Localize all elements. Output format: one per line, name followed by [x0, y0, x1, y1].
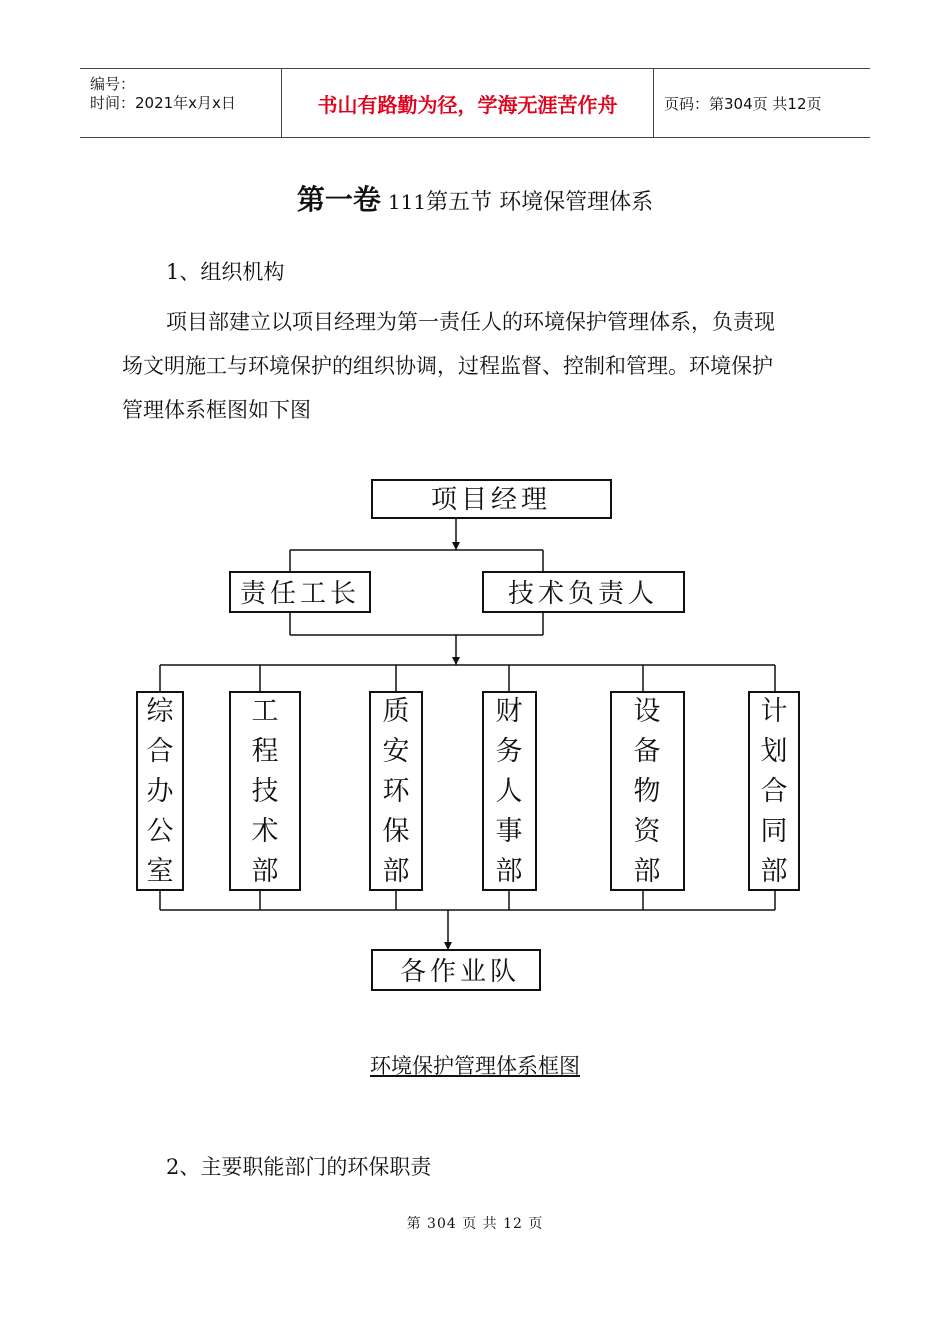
arrow-down-2 [452, 657, 460, 665]
dept-3-char: 环 [382, 776, 410, 807]
section-title [0, 178, 950, 218]
arrow-down-1 [452, 542, 460, 550]
paragraph-1-line-2: 场文明施工与环境保护的组织协调，过程监督、控制和管理。环境保护 [122, 354, 773, 378]
dept-3-char: 质 [382, 696, 410, 727]
paragraph-1-line-1: 项目部建立以项目经理为第一责任人的环境保护管理体系，负责现 [166, 310, 775, 334]
header-motto: 书山有路勤为径，学海无涯苦作舟 [282, 69, 654, 137]
dept-1-char: 合 [146, 736, 174, 767]
dept-3-char: 保 [382, 816, 410, 847]
dept-4-char: 部 [495, 856, 523, 887]
dept-1-char: 办 [146, 776, 174, 807]
dept-6-char: 计 [760, 696, 788, 727]
label-project-manager: 项目经理 [430, 485, 552, 515]
dept-6-char: 划 [760, 736, 788, 767]
dept-6-char: 部 [760, 856, 788, 887]
dept-5-char: 物 [633, 776, 661, 807]
label-technical-lead: 技术负责人 [507, 579, 659, 609]
dept-4-char: 事 [495, 816, 523, 847]
label-responsible-foreman: 责任工长 [239, 579, 361, 609]
dept-3-char: 安 [382, 736, 410, 767]
label-work-teams: 各作业队 [399, 957, 521, 987]
dept-3-char: 部 [382, 856, 410, 887]
dept-5-char: 备 [633, 736, 661, 767]
dept-5-char: 资 [633, 816, 661, 847]
dept-6-char: 合 [760, 776, 788, 807]
dept-5-char: 设 [633, 696, 661, 727]
figure-caption: 环境保护管理体系框图 [370, 1054, 580, 1078]
page-footer: 第 304 页 共 12 页 [406, 1216, 544, 1232]
dept-6-char: 同 [760, 816, 788, 847]
doc-date-label: 时间：2021年x月x日 [90, 94, 236, 112]
dept-2-char: 部 [251, 856, 279, 887]
title-volume: 第一卷 [296, 183, 381, 216]
org-chart [0, 470, 950, 1030]
dept-2-char: 术 [251, 816, 279, 847]
dept-labels [147, 696, 788, 887]
title-number: 111 [387, 190, 427, 214]
header-meta-cell [80, 69, 282, 137]
paragraph-1-line-3: 管理体系框图如下图 [122, 398, 311, 422]
header-page-info: 页码：第304页 共12页 [664, 94, 822, 113]
dept-4-char: 财 [495, 696, 523, 727]
subsection-1-heading: 1、组织机构 [166, 260, 285, 284]
dept-2-char: 程 [251, 736, 279, 767]
header-table [80, 68, 870, 138]
arrow-down-3 [444, 942, 452, 950]
dept-5-char: 部 [633, 856, 661, 887]
doc-number-label: 编号： [90, 75, 136, 93]
title-text: 第五节 环境保管理体系 [426, 190, 654, 215]
dept-1-char: 公 [146, 816, 174, 847]
dept-1-char: 室 [146, 856, 174, 887]
paragraph-1 [122, 300, 842, 432]
dept-4-char: 人 [495, 776, 523, 807]
dept-2-char: 技 [251, 776, 279, 807]
dept-2-char: 工 [251, 696, 279, 727]
dept-1-char: 综 [146, 696, 174, 727]
dept-4-char: 务 [495, 736, 523, 767]
subsection-2-heading: 2、主要职能部门的环保职责 [166, 1155, 432, 1179]
